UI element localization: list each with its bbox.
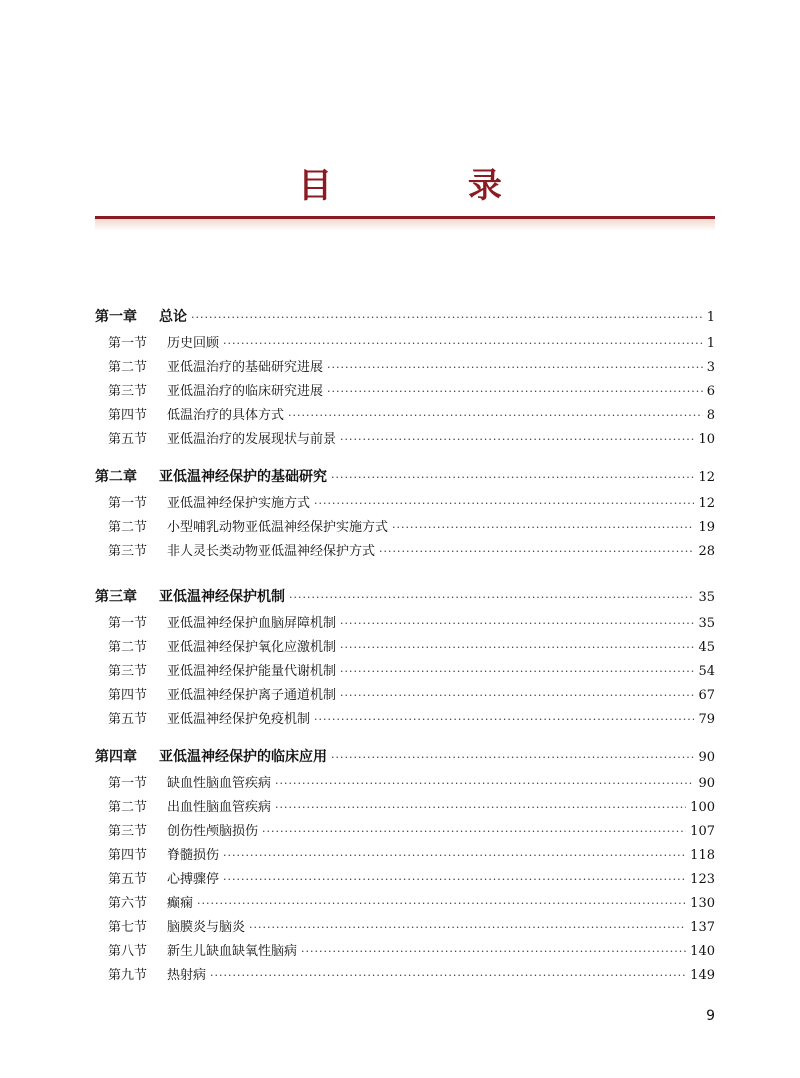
dot-leader [340, 665, 694, 678]
section-title: 脑膜炎与脑炎 [167, 920, 246, 935]
section-page: 35 [698, 616, 715, 631]
toc-section-entry[interactable] [108, 708, 715, 732]
section-page: 45 [698, 640, 715, 655]
chapter-label: 第二章 [95, 469, 137, 485]
toc-section-entry[interactable] [108, 540, 715, 564]
section-label: 第五节 [108, 872, 148, 887]
section-page: 130 [690, 896, 715, 911]
section-title: 亚低温神经保护免疫机制 [167, 712, 311, 727]
section-label: 第九节 [108, 968, 148, 983]
dot-leader [314, 713, 694, 726]
chapter-page: 1 [706, 310, 715, 325]
section-title: 出血性脑血管疾病 [167, 800, 272, 815]
dot-leader [249, 921, 686, 934]
section-label: 第七节 [108, 920, 148, 935]
section-page: 1 [706, 336, 715, 351]
toc-section-entry[interactable] [108, 636, 715, 660]
toc-section-entry[interactable] [108, 516, 715, 540]
section-title: 亚低温治疗的临床研究进展 [167, 384, 324, 399]
toc-section-entry[interactable] [108, 380, 715, 404]
toc-section-entry[interactable] [108, 964, 715, 988]
toc-chapter-entry[interactable] [95, 466, 715, 490]
toc-section-entry[interactable] [108, 612, 715, 636]
chapter-label: 第一章 [95, 309, 137, 325]
section-page: 6 [706, 384, 715, 399]
section-label: 第六节 [108, 896, 148, 911]
section-page: 10 [698, 432, 715, 447]
section-title: 亚低温治疗的发展现状与前景 [167, 432, 337, 447]
section-page: 12 [698, 496, 715, 511]
section-page: 79 [698, 712, 715, 727]
section-label: 第三节 [108, 664, 148, 679]
section-label: 第三节 [108, 824, 148, 839]
chapter-title: 总论 [159, 309, 187, 325]
dot-leader [223, 873, 686, 886]
section-title: 心搏骤停 [167, 872, 220, 887]
section-page: 19 [698, 520, 715, 535]
section-page: 123 [690, 872, 715, 887]
toc-chapter-entry[interactable] [95, 746, 715, 770]
dot-leader [289, 591, 694, 604]
section-page: 137 [690, 920, 715, 935]
section-page: 140 [690, 944, 715, 959]
section-title: 癫痫 [167, 896, 194, 911]
section-title: 亚低温神经保护离子通道机制 [167, 688, 337, 703]
section-page: 149 [690, 968, 715, 983]
dot-leader [340, 689, 694, 702]
section-label: 第三节 [108, 544, 148, 559]
section-title: 非人灵长类动物亚低温神经保护方式 [167, 544, 376, 559]
section-label: 第二节 [108, 360, 148, 375]
dot-leader [262, 825, 686, 838]
toc-section-entry[interactable] [108, 684, 715, 708]
section-label: 第五节 [108, 712, 148, 727]
section-label: 第二节 [108, 640, 148, 655]
section-page: 28 [698, 544, 715, 559]
dot-leader [327, 361, 703, 374]
toc-chapter-entry[interactable] [95, 586, 715, 610]
chapter-page: 12 [698, 470, 715, 485]
dot-leader [340, 641, 694, 654]
section-page: 90 [698, 776, 715, 791]
dot-leader [197, 897, 686, 910]
chapter-title: 亚低温神经保护的临床应用 [159, 749, 327, 765]
toc-section-entry[interactable] [108, 844, 715, 868]
toc-section-entry[interactable] [108, 796, 715, 820]
page-title: 目 录 [298, 166, 564, 206]
dot-leader [275, 777, 694, 790]
dot-leader [340, 617, 694, 630]
section-page: 3 [706, 360, 715, 375]
section-page: 107 [690, 824, 715, 839]
chapter-page: 90 [698, 750, 715, 765]
section-title: 热射病 [167, 968, 207, 983]
toc-section-entry[interactable] [108, 660, 715, 684]
dot-leader [314, 497, 694, 510]
toc-section-entry[interactable] [108, 356, 715, 380]
section-title: 脊髓损伤 [167, 848, 220, 863]
toc-section-entry[interactable] [108, 772, 715, 796]
chapter-page: 35 [698, 590, 715, 605]
section-title: 亚低温神经保护血脑屏障机制 [167, 616, 337, 631]
dot-leader [288, 409, 703, 422]
dot-leader [331, 471, 694, 484]
section-page: 54 [698, 664, 715, 679]
chapter-title: 亚低温神经保护机制 [159, 589, 285, 605]
toc-section-entry[interactable] [108, 820, 715, 844]
dot-leader [340, 433, 694, 446]
section-page: 100 [690, 800, 715, 815]
section-label: 第五节 [108, 432, 148, 447]
dot-leader [392, 521, 694, 534]
toc-section-entry[interactable] [108, 868, 715, 892]
section-page: 118 [690, 848, 715, 863]
section-page: 67 [698, 688, 715, 703]
section-label: 第二节 [108, 520, 148, 535]
toc-section-entry[interactable] [108, 940, 715, 964]
dot-leader [275, 801, 686, 814]
page-number: 9 [706, 1008, 715, 1024]
toc-section-entry[interactable] [108, 492, 715, 516]
chapter-label: 第四章 [95, 749, 137, 765]
section-label: 第一节 [108, 336, 148, 351]
section-page: 8 [706, 408, 715, 423]
section-label: 第一节 [108, 616, 148, 631]
toc-section-entry[interactable] [108, 892, 715, 916]
dot-leader [331, 751, 694, 764]
dot-leader [223, 849, 686, 862]
section-label: 第四节 [108, 408, 148, 423]
dot-leader [191, 311, 703, 324]
toc-section-entry[interactable] [108, 428, 715, 452]
section-title: 创伤性颅脑损伤 [167, 824, 259, 839]
dot-leader [210, 969, 686, 982]
section-label: 第四节 [108, 688, 148, 703]
section-label: 第三节 [108, 384, 148, 399]
section-title: 亚低温神经保护能量代谢机制 [167, 664, 337, 679]
toc-section-entry[interactable] [108, 332, 715, 356]
section-label: 第二节 [108, 800, 148, 815]
section-title: 历史回顾 [167, 336, 220, 351]
section-title: 小型哺乳动物亚低温神经保护实施方式 [167, 520, 389, 535]
section-label: 第四节 [108, 848, 148, 863]
chapter-label: 第三章 [95, 589, 137, 605]
section-title: 低温治疗的具体方式 [167, 408, 285, 423]
toc-section-entry[interactable] [108, 916, 715, 940]
dot-leader [301, 945, 686, 958]
section-title: 新生儿缺血缺氧性脑病 [167, 944, 298, 959]
section-label: 第八节 [108, 944, 148, 959]
dot-leader [379, 545, 694, 558]
section-title: 亚低温神经保护实施方式 [167, 496, 311, 511]
dot-leader [327, 385, 703, 398]
toc-section-entry[interactable] [108, 404, 715, 428]
section-title: 亚低温治疗的基础研究进展 [167, 360, 324, 375]
section-label: 第一节 [108, 776, 148, 791]
chapter-title: 亚低温神经保护的基础研究 [159, 469, 327, 485]
title-divider-shadow [95, 219, 715, 231]
section-label: 第一节 [108, 496, 148, 511]
toc-chapter-entry[interactable] [95, 306, 715, 330]
section-title: 亚低温神经保护氧化应激机制 [167, 640, 337, 655]
dot-leader [223, 337, 703, 350]
section-title: 缺血性脑血管疾病 [167, 776, 272, 791]
